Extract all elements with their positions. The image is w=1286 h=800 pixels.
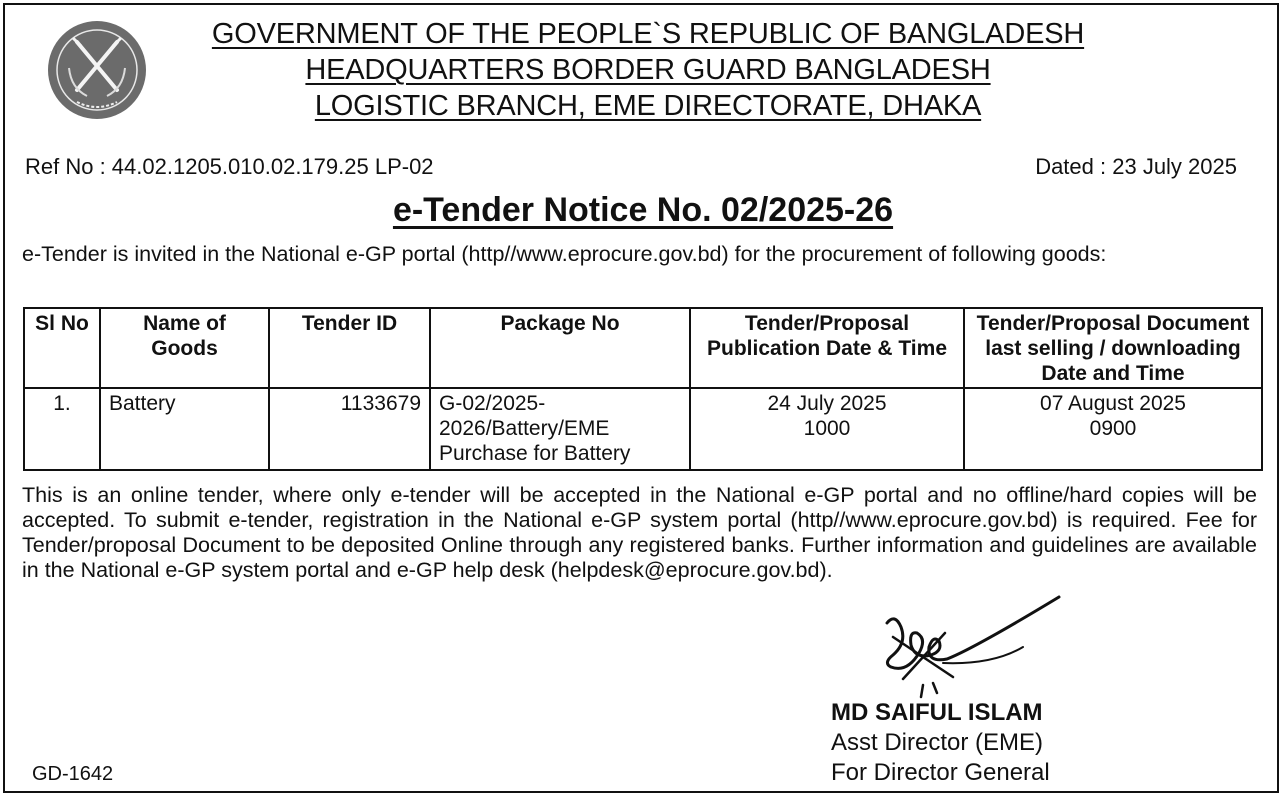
signatory-designation: Asst Director (EME)	[831, 729, 1044, 756]
header-tender-id: Tender ID	[269, 308, 430, 388]
instructions-paragraph: This is an online tender, where only e-tender will be accepted in the National e-GP portal and no offline/hard copies will be accepted. To submit e-tender, registration in the National e-GP system portal (http//www.eprocure.gov.bd) is required. Fee for Tender/proposal Document to be deposited Online through any registered banks. Further information and guidelines are available in the National e-GP system portal and e-GP help desk (helpdesk@eprocure.gov.bd).	[22, 483, 1257, 582]
cell-name-of-goods: Battery	[100, 388, 269, 470]
last-selling-time: 0900	[1089, 417, 1137, 440]
cell-sl: 1.	[24, 388, 100, 470]
header-package-no: Package No	[430, 308, 690, 388]
tender-notice-page	[3, 3, 1279, 793]
header-branch: LOGISTIC BRANCH, EME DIRECTORATE, DHAKA	[314, 90, 982, 122]
cell-last-selling	[964, 388, 1262, 470]
publication-time: 1000	[803, 417, 851, 440]
intro-paragraph: e-Tender is invited in the National e-GP portal (http//www.eprocure.gov.bd) for the procurement of following goods:	[22, 242, 1107, 266]
last-selling-date: 07 August 2025	[1040, 392, 1186, 415]
signatory-name: MD SAIFUL ISLAM	[831, 699, 1043, 726]
header-last-selling-date: Tender/Proposal Document last selling / downloading Date and Time	[964, 308, 1262, 388]
dated: Dated : 23 July 2025	[1035, 154, 1237, 179]
reference-number: Ref No : 44.02.1205.010.02.179.25 LP-02	[25, 154, 434, 179]
table-header-row	[24, 308, 1262, 388]
header-headquarters: HEADQUARTERS BORDER GUARD BANGLADESH	[305, 54, 991, 86]
header-sl: Sl No	[24, 308, 100, 388]
cell-package-no: G-02/2025-2026/Battery/EME Purchase for Battery	[430, 388, 690, 470]
tender-table	[23, 307, 1263, 471]
signatory-on-behalf: For Director General	[831, 759, 1050, 786]
header-government: GOVERNMENT OF THE PEOPLE`S REPUBLIC OF BANGLADESH	[211, 18, 1085, 50]
notice-title: e-Tender Notice No. 02/2025-26	[392, 191, 894, 229]
publication-date: 24 July 2025	[767, 392, 887, 415]
signature-icon	[873, 593, 1073, 703]
footer-code: GD-1642	[32, 763, 114, 785]
header-publication-date: Tender/Proposal Publication Date & Time	[690, 308, 964, 388]
cell-tender-id: 1133679	[269, 388, 430, 470]
header-name-of-goods: Name of Goods	[100, 308, 269, 388]
signatory-block	[831, 698, 1050, 788]
cell-publication	[690, 388, 964, 470]
table-row	[24, 388, 1262, 470]
